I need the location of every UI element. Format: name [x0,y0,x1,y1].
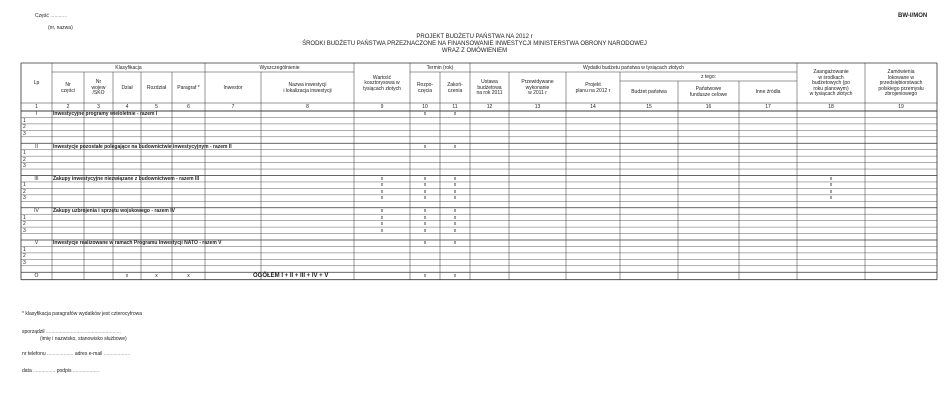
item-number: 3 [23,227,26,234]
x-mark: x [125,273,129,280]
x-mark: x [453,195,457,202]
x-mark: x [829,188,833,195]
total-label: OGÓŁEM I + II + III + IV + V [253,273,329,280]
column-number: 18 [828,104,834,111]
nazwa-inwestycji-header: i lokalizacja inwestycji [283,87,332,94]
item-number: 3 [23,163,26,170]
ustawa-header: budżetowa [477,84,502,91]
column-number: 6 [187,104,190,111]
column-number: 9 [380,104,384,111]
section-roman: II [35,143,38,150]
sporzadzil-label: sporządził [22,329,45,335]
item-number: 1 [23,246,26,253]
x-mark: x [423,175,427,182]
section-label: Zakupy inwestycyjne niezwiązane z budownictwem - razem III [53,175,200,182]
section-label: Zakupy uzbrojenia i sprzętu wojskowego - razem IV [53,208,175,215]
x-mark: x [453,143,457,150]
item-number: 2 [23,188,26,195]
x-mark: x [423,195,427,202]
nr-wojew-header: Nr [95,79,102,86]
x-mark: x [453,214,457,221]
title-line-2: ŚRODKI BUDŻETU PAŃSTWA PRZEZNACZONE NA FINANSOWANIE INWESTYCJI MINISTERSTWA OBRONY NARODOWEJ [302,41,647,47]
x-mark: x [423,273,427,280]
x-mark: x [453,227,457,234]
x-mark: x [380,195,384,202]
x-mark: x [453,240,457,247]
wydatki-header: Wydatki budżetu państwa w tysiącach złotych [582,64,685,71]
nr-czesci-header: Nr [65,81,71,88]
przewidywane-header: wykonanie [525,84,550,91]
podpis-label: podpis [56,368,72,374]
column-number: 8 [306,104,309,111]
x-mark: x [423,227,427,234]
czesc-text: Część [35,13,49,19]
x-mark: x [453,111,457,118]
total-roman: O [34,273,39,280]
x-mark: x [453,182,457,189]
x-mark: x [423,111,427,118]
section-roman: III [34,175,39,182]
column-number: 12 [486,104,493,111]
column-number: 2 [66,104,70,111]
projekt-header: planu na 2012 r [575,87,611,94]
item-number: 2 [23,156,26,163]
przewidywane-header: Przewidywane [521,79,554,86]
item-number: 1 [23,150,26,157]
email-dots: ................... [103,351,131,357]
sporzadzil-row [22,329,121,335]
zamowienia-header: zbrojeniowego [884,91,918,98]
fundusze-celowe-header: Państwowe [695,86,722,93]
x-mark: x [380,227,384,234]
klasyfikacja-header: Klasyfikacja [115,64,142,71]
projekt-header: Projekt [585,81,601,88]
x-mark: x [453,221,457,228]
zamowienia-header: przedsiębiorstwach [879,80,923,87]
zaangazowanie-header: w tysiącach złotych [809,91,853,98]
column-number: 7 [231,104,235,111]
x-mark: x [423,221,427,228]
x-mark: x [829,195,833,202]
item-number: 1 [23,214,26,221]
zaangazowanie-header: budżetowych (po [812,80,850,87]
section-roman: IV [34,208,39,215]
column-number: 19 [898,104,904,111]
column-number: 15 [646,104,652,111]
sporzadzil-sublabel: (imię i nazwisko, stanowisko służbowe) [40,336,127,342]
zakonczenia-header: Zakoń- [447,81,463,88]
x-mark: x [380,182,384,189]
x-mark: x [453,175,457,182]
title-line-3: WRAZ Z OMÓWIENIEM [441,48,508,54]
section-roman: V [34,240,39,247]
x-mark: x [423,240,427,247]
x-mark: x [380,208,384,215]
x-mark: x [380,175,384,182]
section-roman: I [35,111,38,118]
x-mark: x [380,214,384,221]
inne-zrodla-header: Inne źródła [755,89,781,96]
column-number: 10 [422,104,428,111]
sporzadzil-dots: ...................................................... [45,329,121,335]
podpis-dots: ................... [72,368,100,374]
czesc-sublabel: (nr, nazwa) [48,25,73,31]
data-label: data [22,368,32,374]
x-mark: x [187,273,190,280]
wyszczegolnienie-header: Wyszczególnienie [259,64,300,71]
zamowienia-header: lokowane w [887,74,915,81]
x-mark: x [423,182,427,189]
section-label: Inwestycje pozostałe polegające na budownictwie inwestycyjnym - razem II [53,143,232,150]
wartosc-header: Wartość [372,74,392,81]
dzial-header: Dział [121,84,133,91]
zakonczenia-header: czenia [447,87,463,94]
column-number: 13 [534,104,541,111]
rozdzial-header: Rozdział [146,84,167,91]
title-line-1: PROJEKT BUDŻETU PAŃSTWA NA 2012 r [416,34,533,40]
wartosc-header: tysiącach złotych [363,85,401,92]
date-signature-row [22,368,99,374]
przewidywane-header: w 2011 r [528,90,547,97]
ustawa-header: Ustawa [481,79,498,86]
column-number: 14 [590,104,596,111]
zamowienia-header: Zamówienia [887,69,915,75]
column-number: 16 [705,104,712,111]
item-number: 2 [23,221,26,228]
form-code: BW-I/MON [898,13,928,19]
item-number: 2 [23,253,26,260]
column-number: 17 [765,104,771,111]
item-number: 3 [23,130,26,137]
item-number: 1 [23,182,26,189]
zaangazowanie-header: Zaangażowanie [813,69,849,75]
nr-wojew-header: wojew [91,84,106,91]
rozpoczecia-header: Rozpo- [416,81,434,88]
x-mark: x [155,273,158,280]
x-mark: x [423,143,427,150]
x-mark: x [423,208,427,215]
column-number: 3 [97,104,100,111]
zaangazowanie-header: w środkach [818,74,844,81]
x-mark: x [829,175,833,182]
termin-header: Termin (rok) [426,64,454,71]
fundusze-celowe-header: fundusze celowe [689,92,728,98]
nazwa-inwestycji-header: Nazwa inwestycji [288,81,327,88]
wartosc-header: kosztorysowa w [364,80,400,87]
x-mark: x [453,273,457,280]
x-mark: x [453,208,457,215]
z-tego-header: z tego: [700,73,716,80]
lp-header: Lp [33,80,40,87]
column-number: 11 [452,104,458,111]
email-label: adres e-mail [74,351,103,357]
telefon-label: nr telefonu [22,351,46,357]
x-mark: x [453,188,457,195]
x-mark: x [423,214,427,221]
inwestor-header: Inwestor [223,84,243,91]
paragraf-header: Paragraf * [177,84,200,91]
section-label: Inwestycje realizowane w ramach Programu Inwestycji NATO - razem V [53,240,222,247]
budzet-panstwa-header: Budżet państwa [631,89,667,96]
item-number: 2 [23,124,26,131]
nr-wojew-header: /SKO [92,90,105,97]
x-mark: x [380,188,384,195]
x-mark: x [380,221,384,228]
x-mark: x [829,182,833,189]
czesc-dots: ............ [50,13,67,19]
ustawa-header: na rok 2011 [476,90,503,97]
telefon-dots: ................... [47,351,74,357]
rozpoczecia-header: częcia [417,87,433,94]
column-number: 4 [125,104,129,111]
footnote: * klasyfikacja paragrafów wydatków jest czterocyfrowa [22,311,143,317]
column-number: 1 [35,104,38,111]
section-label: Inwestycyjne programy wieloletnie - razem I [53,111,158,118]
item-number: 3 [23,259,26,266]
item-number: 3 [23,195,26,202]
item-number: 1 [23,117,26,124]
zamowienia-header: polskiego przemysłu [878,85,924,92]
nr-czesci-header: części [61,87,75,94]
column-number: 5 [155,104,158,111]
x-mark: x [423,188,427,195]
data-dots: ................ [33,368,56,374]
contact-row [22,351,130,357]
zaangazowanie-header: roku planowym) [813,85,849,92]
